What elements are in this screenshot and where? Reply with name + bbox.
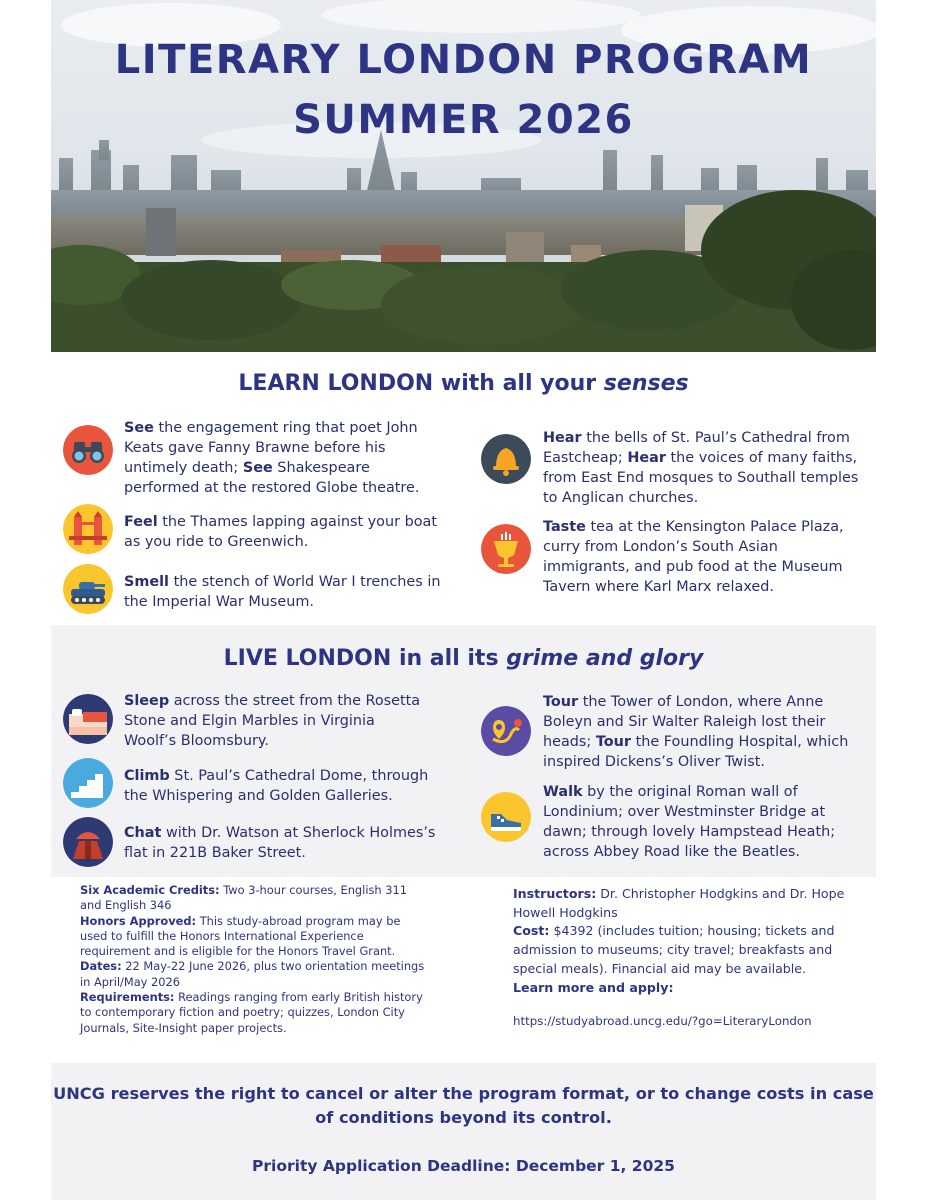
live-item-sleep (124, 691, 429, 751)
item-text: St. Paul’s Cathedral Dome, through the Whispering and Golden Galleries. (124, 768, 429, 804)
program-details-left (80, 883, 425, 1036)
item-verb: Feel (124, 514, 158, 530)
bed-icon (63, 694, 113, 744)
item-text: the engagement ring that poet John Keats gave Fanny Brawne before his untimely death; (124, 420, 418, 476)
program-subtitle: SUMMER 2026 (293, 97, 634, 143)
detail-label: Learn more and apply: (513, 979, 674, 995)
program-details-right (513, 885, 858, 997)
teacup-icon (481, 524, 531, 574)
item-verb: Sleep (124, 693, 170, 709)
learn-item-smell (124, 572, 444, 612)
detail-row (80, 990, 425, 1036)
detail-text: Dr. Christopher Hodgkins and Dr. Hope Howell Hodgkins (513, 886, 845, 920)
apply-link[interactable]: https://studyabroad.uncg.edu/?go=LiteraryLondon (513, 1014, 812, 1028)
item-text: tea at the Kensington Palace Plaza, curry from London’s South Asian immigrants, and pub food at the Museum Tavern where Karl Marx relaxed. (543, 519, 844, 595)
cancellation-disclaimer: UNCG reserves the right to cancel or alter the program format, or to change costs in case of conditions beyond its control. (53, 1084, 874, 1127)
item-text: with Dr. Watson at Sherlock Holmes’s flat in 221B Baker Street. (124, 825, 436, 861)
item-verb: See (242, 460, 273, 476)
item-text: by the original Roman wall of Londinium; over Westminster Bridge at dawn; through lovely Hampstead Heath; across Abbey Road like the Beatles. (543, 784, 836, 860)
hero-skyline-photo (51, 0, 876, 352)
item-text: Shakespeare performed at the restored Globe theatre. (124, 460, 420, 496)
detail-row (80, 883, 425, 914)
detail-row (513, 922, 858, 978)
detail-text: Readings ranging from early British history to contemporary fiction and poetry; quizzes, London City Journals, Site-Insight paper projects. (80, 990, 423, 1035)
item-verb: Hear (627, 450, 666, 466)
program-title: LITERARY LONDON PROGRAM (114, 37, 813, 83)
item-text: the voices of many faiths, from East End mosques to Southall temples to Anglican churches. (543, 450, 859, 506)
learn-item-see (124, 418, 429, 498)
detail-label: Requirements: (80, 990, 175, 1005)
tank-icon (63, 564, 113, 614)
tower-bridge-icon (63, 504, 113, 554)
live-item-climb (124, 766, 444, 806)
detail-label: Honors Approved: (80, 913, 197, 928)
item-text: the bells of St. Paul’s Cathedral from Eastcheap; (543, 430, 850, 466)
learn-heading: LEARN LONDON with all your senses (238, 371, 689, 396)
live-heading: LIVE LONDON in all its grime and glory (223, 646, 704, 671)
detail-text: 22 May-22 June 2026, plus two orientation meetings in April/May 2026 (80, 959, 425, 989)
detail-row (513, 979, 858, 998)
learn-item-taste (543, 517, 863, 597)
detail-row (80, 959, 425, 990)
item-verb: Smell (124, 574, 169, 590)
live-item-tour (543, 692, 863, 772)
detail-row (513, 885, 858, 922)
sneaker-icon (481, 792, 531, 842)
item-text: the stench of World War I trenches in the Imperial War Museum. (124, 574, 441, 610)
item-text: across the street from the Rosetta Stone and Elgin Marbles in Virginia Woolf’s Bloomsbury. (124, 693, 421, 749)
item-verb: Taste (543, 519, 586, 535)
detail-label: Instructors: (513, 886, 597, 901)
detail-label: Six Academic Credits: (80, 883, 220, 897)
detail-label: Cost: (513, 923, 550, 939)
item-text: the Foundling Hospital, which inspired Dickens’s Oliver Twist. (543, 734, 849, 770)
detail-text: Two 3-hour courses, English 311 and English 346 (80, 883, 408, 913)
item-verb: Hear (543, 430, 582, 446)
detail-text: This study-abroad program may be used to fulfill the Honors International Experience requirement and is eligible for the Honors Travel Grant. (80, 913, 401, 959)
detail-label: Dates: (80, 959, 122, 974)
learn-item-hear (543, 428, 863, 508)
item-verb: See (124, 420, 154, 436)
detail-text: $4392 (includes tuition; housing; tickets and admission to museums; city travel; breakfasts and special meals). Financial aid may be available. (513, 923, 835, 976)
item-verb: Tour (543, 694, 579, 710)
learn-item-feel (124, 512, 444, 552)
map-route-icon (481, 706, 531, 756)
item-text: the Tower of London, where Anne Boleyn and Sir Walter Raleigh lost their heads; (543, 694, 826, 750)
application-deadline: Priority Application Deadline: December 1, 2025 (252, 1157, 675, 1175)
item-verb: Tour (595, 734, 631, 750)
stairs-icon (63, 758, 113, 808)
bell-icon (481, 434, 531, 484)
item-verb: Chat (124, 825, 162, 841)
detective-icon (63, 817, 113, 867)
live-item-walk (543, 782, 873, 862)
item-text: the Thames lapping against your boat as you ride to Greenwich. (124, 514, 437, 550)
live-item-chat (124, 823, 444, 863)
item-verb: Walk (543, 784, 583, 800)
item-verb: Climb (124, 768, 170, 784)
binoculars-icon (63, 425, 113, 475)
detail-row (80, 914, 425, 960)
